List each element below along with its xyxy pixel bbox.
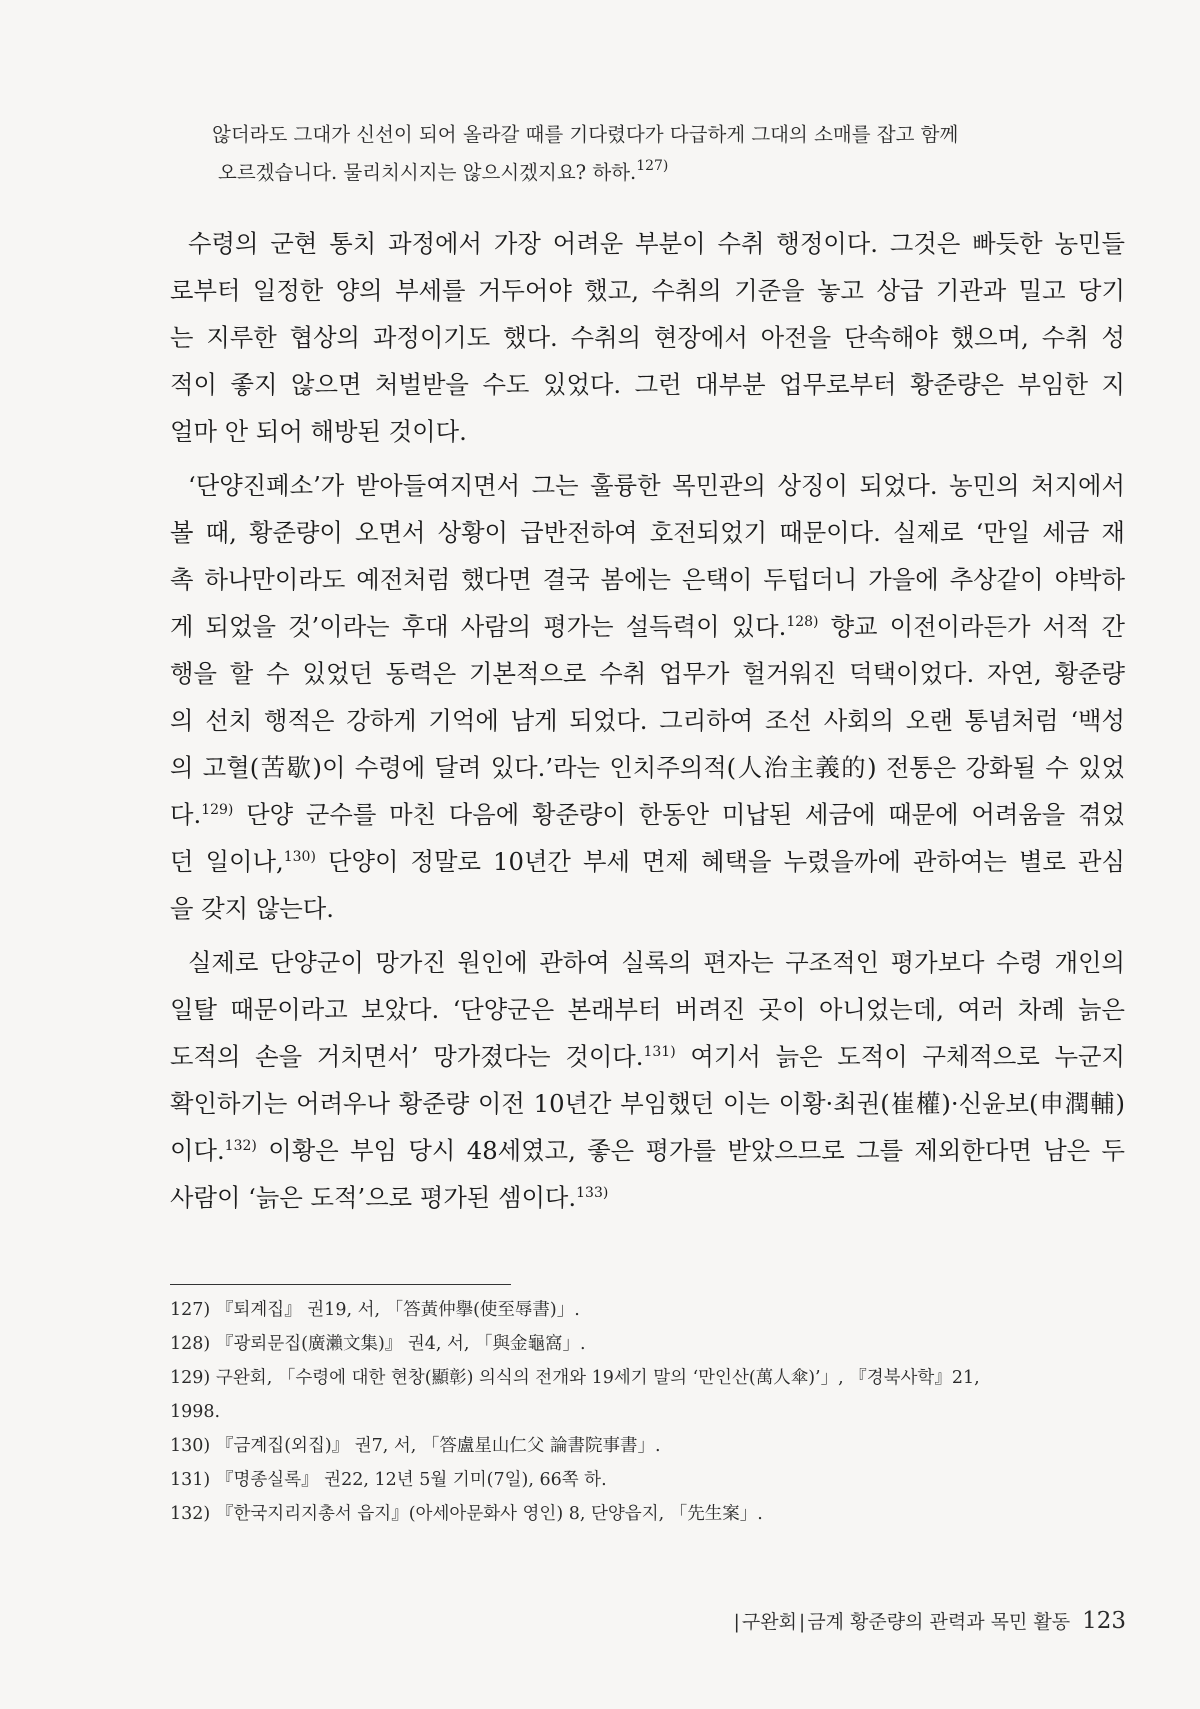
text-line [170,556,1125,603]
footnote [170,1293,1125,1327]
footer-author: 구완회 [741,1611,797,1633]
quote-text: 오르겠습니다. 물리치시지는 않으시겠지요? 하하. [218,161,637,184]
text-line [170,408,1125,455]
footnote [170,1327,1125,1361]
footer-divider: | [733,1611,740,1633]
text-line [170,885,1125,932]
line-text: 의 고혈(苦歇)이 수령에 달려 있다.’라는 인치주의적(人治主義的) 전통은 강화될 수 있었 [170,753,1125,782]
footnote-ref[interactable]: 127) [636,158,669,174]
text-line [170,1033,1125,1080]
line-text: 수령의 군현 통치 과정에서 가장 어려운 부분이 수취 행정이다. 그것은 빠듯한 농민들 [188,229,1125,258]
line-text: 다. [170,800,202,829]
line-text: 던 일이나, [170,847,284,876]
footnote-continuation: 1998. [170,1402,221,1422]
text-line [170,744,1125,791]
line-text: 실제로 단양군이 망가진 원인에 관하여 실록의 편자는 구조적인 평가보다 수령 개인의 [188,948,1125,977]
line-text: 행을 할 수 있었던 동력은 기본적으로 수취 업무가 헐거워진 덕택이었다. 자연, 황준량 [170,659,1125,688]
paragraph [170,220,1125,455]
footnote [170,1429,1125,1463]
footnote-number: 127) [170,1300,211,1320]
line-text: 는 지루한 협상의 과정이기도 했다. 수취의 현장에서 아전을 단속해야 했으며, 수취 성 [170,323,1125,352]
text-line [170,361,1125,408]
text-line [170,462,1125,509]
quote-line [212,154,1082,192]
line-text: 의 선치 행적은 강하게 기억에 남게 되었다. 그리하여 조선 사회의 오랜 통념처럼 ‘백성 [170,706,1125,735]
body-text [170,220,1125,1221]
line-text: 적이 좋지 않으면 처벌받을 수도 있었다. 그런 대부분 업무로부터 황준량은 부임한 지 [170,370,1125,399]
text-line [170,267,1125,314]
footnote-text: 『명종실록』 권22, 12년 5월 기미(7일), 66쪽 하. [216,1470,607,1490]
text-line [170,697,1125,744]
footnote [170,1361,1125,1395]
text-line [170,1080,1125,1127]
footnote-ref[interactable]: 129) [201,802,234,818]
text-line [170,1127,1125,1174]
line-text: 확인하기는 어려우나 황준량 이전 10년간 부임했던 이는 이황·최권(崔權)·신윤보(申潤輔) [170,1089,1125,1118]
footnote-number: 129) [170,1368,211,1388]
paragraph [170,939,1125,1221]
line-text: 로부터 일정한 양의 부세를 거두어야 했고, 수취의 기준을 놓고 상급 기관과 밀고 당기 [170,276,1125,305]
footer-title: 금계 황준량의 관력과 목민 활동 [807,1611,1071,1633]
line-text: 을 갖지 않는다. [170,894,334,923]
block-quote [212,116,1082,192]
line-text: 단양이 정말로 10년간 부세 면제 혜택을 누렸을까에 관하여는 별로 관심 [315,847,1125,876]
footer-divider: | [798,1611,806,1633]
footnotes [170,1293,1125,1531]
text-line [170,314,1125,361]
paragraph-gap [170,455,1125,462]
footnote-number: 131) [170,1470,211,1490]
footnote-text: 구완회, 「수령에 대한 현창(顯彰) 의식의 전개와 19세기 말의 ‘만인산(萬人傘)’」, 『경북사학』21, [216,1368,980,1388]
line-text: 일탈 때문이라고 보았다. ‘단양군은 본래부터 버려진 곳이 아니었는데, 여러 차례 늙은 [170,995,1125,1024]
line-text: 이황은 부임 당시 48세였고, 좋은 평가를 받았으므로 그를 제외한다면 남은 두 [256,1136,1125,1165]
text-line [170,509,1125,556]
footnote-text: 『금계집(외집)』 권7, 서, 「答盧星山仁父 論書院事書」. [216,1436,661,1456]
footnote-separator [170,1284,511,1285]
footnote-number: 132) [170,1504,211,1524]
quote-line: 않더라도 그대가 신선이 되어 올라갈 때를 기다렸다가 다급하게 그대의 소매를 잡고 함께 [212,123,959,146]
line-text: 여기서 늙은 도적이 구체적으로 누군지 [675,1042,1125,1071]
footnote-ref[interactable]: 130) [283,849,316,865]
footnote-ref[interactable]: 131) [643,1044,676,1060]
footnote-ref[interactable]: 128) [786,614,819,630]
line-text: 촉 하나만이라도 예전처럼 했다면 결국 봄에는 은택이 두텁더니 가을에 추상같이 야박하 [170,565,1125,594]
line-text: 게 되었을 것’이라는 후대 사람의 평가는 설득력이 있다. [170,612,787,641]
paragraph [170,462,1125,932]
footnote-ref[interactable]: 132) [224,1138,257,1154]
footnote [170,1497,1125,1531]
line-text: 볼 때, 황준량이 오면서 상황이 급반전하여 호전되었기 때문이다. 실제로 ‘만일 세금 재 [170,518,1125,547]
footnote-text: 『한국지리지총서 읍지』(아세아문화사 영인) 8, 단양읍지, 「先生案」. [216,1504,763,1524]
text-line [170,939,1125,986]
line-text: 단양 군수를 마친 다음에 황준량이 한동안 미납된 세금에 때문에 어려움을 겪었 [233,800,1125,829]
line-text: 향교 이전이라든가 서적 간 [818,612,1125,641]
line-text: 이다. [170,1136,225,1165]
line-text: 사람이 ‘늙은 도적’으로 평가된 셈이다. [170,1183,577,1212]
page-number: 123 [1082,1608,1126,1634]
footnote-number: 128) [170,1334,211,1354]
text-line [170,603,1125,650]
footnote-number: 130) [170,1436,211,1456]
running-footer [731,1607,1126,1634]
text-line [170,220,1125,267]
text-line [170,791,1125,838]
footnote [170,1463,1125,1497]
line-text: ‘단양진폐소’가 받아들여지면서 그는 훌륭한 목민관의 상징이 되었다. 농민의 처지에서 [188,471,1125,500]
line-text: 도적의 손을 거치면서’ 망가졌다는 것이다. [170,1042,644,1071]
text-line [170,650,1125,697]
footnote-ref[interactable]: 133) [576,1185,609,1201]
line-text: 얼마 안 되어 해방된 것이다. [170,417,467,446]
paragraph-gap [170,932,1125,939]
text-line [170,1174,1125,1221]
footnote-text: 『광뢰문집(廣瀨文集)』 권4, 서, 「與金龜窩」. [216,1334,586,1354]
text-line [170,838,1125,885]
footnote-text: 『퇴계집』 권19, 서, 「答黃仲擧(使至辱書)」. [216,1300,580,1320]
text-line [170,986,1125,1033]
